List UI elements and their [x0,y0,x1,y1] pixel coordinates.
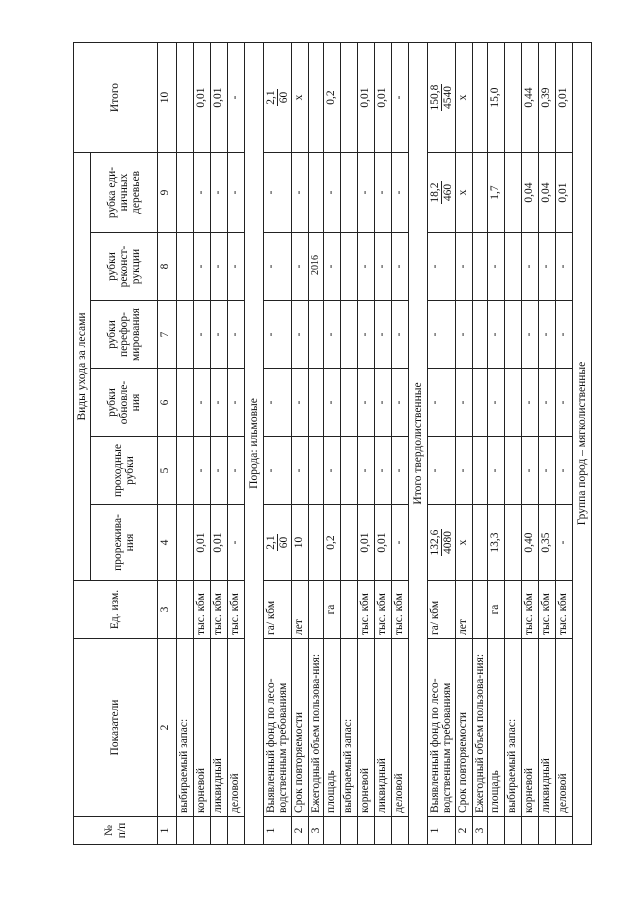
value-cell: - [428,233,456,301]
indicator-cell: выбираемый запас: [177,639,194,817]
care-types-table [73,42,592,845]
value-cell: 0,01 [358,43,375,153]
table-row [522,43,539,845]
value-cell: - [292,301,309,369]
value-cell: - [292,233,309,301]
value-cell: - [324,369,341,437]
table-row [211,43,228,845]
unit-cell: га [488,581,505,639]
indicator-cell: Выявленный фонд по лесо-водственным требованиям [264,639,292,817]
value-cell: - [375,301,392,369]
value-cell: х [456,153,473,233]
value-cell: - [228,153,245,233]
indicator-cell: выбираемый запас: [505,639,522,817]
value-cell: - [324,233,341,301]
value-cell: х [456,505,473,581]
value-cell: - [358,369,375,437]
value-cell: 0,35 [539,505,556,581]
value-cell: - [228,301,245,369]
value-cell: - [228,233,245,301]
value-cell: - [375,233,392,301]
indicator-cell: Срок повторяемости [292,639,309,817]
unit-cell: тыс. кбм [211,581,228,639]
value-cell: 0,04 [522,153,539,233]
indicator-cell: ликвидный [539,639,556,817]
value-cell: - [228,43,245,153]
value-cell: - [539,369,556,437]
value-cell: - [392,505,409,581]
value-cell: 0,01 [556,43,573,153]
indicator-cell: Выявленный фонд по лесо-водственным требованиям [428,639,456,817]
value-cell: - [211,437,228,505]
value-cell: - [211,369,228,437]
value-cell: 0,44 [522,43,539,153]
colnum-3: 3 [158,581,177,639]
value-cell: - [358,301,375,369]
unit-cell: тыс. кбм [522,581,539,639]
table-row [456,43,473,845]
indicator-cell: Ежегодный объем пользова-ния: [309,639,324,817]
value-cell: - [456,369,473,437]
indicator-cell: площадь [488,639,505,817]
value-cell: - [292,153,309,233]
page-number: 2016 [310,255,321,275]
indicator-cell: корневой [194,639,211,817]
unit-cell: тыс. кбм [194,581,211,639]
unit-cell: тыс. кбм [358,581,375,639]
value-cell: 0,01 [211,43,228,153]
value-cell: - [211,233,228,301]
value-cell: - [375,369,392,437]
unit-cell: га [324,581,341,639]
table-row [358,43,375,845]
value-cell: - [264,233,292,301]
table-row [556,43,573,845]
value-cell: - [428,369,456,437]
value-cell: - [358,153,375,233]
value-cell: - [292,437,309,505]
section-title: Итого твердолиственные [409,43,428,845]
column-number-row [158,43,177,845]
value-cell: - [194,301,211,369]
value-cell: - [456,301,473,369]
value-cell: - [522,233,539,301]
colnum-7: 7 [158,301,177,369]
value-cell: - [488,233,505,301]
table-row [194,43,211,845]
colnum-10: 10 [158,43,177,153]
indicator-cell: ликвидный [375,639,392,817]
value-cell: 2,1 60 [264,43,292,153]
unit-cell: тыс. кбм [392,581,409,639]
header-recon: рубки реконст-рукции [91,233,158,301]
header-indicator: Показатели [74,639,158,817]
value-cell: - [194,437,211,505]
table-row [292,43,309,845]
value-cell: - [228,437,245,505]
value-cell: - [194,153,211,233]
value-cell: 0,2 [324,505,341,581]
value-cell: - [264,301,292,369]
value-cell: - [522,301,539,369]
table-row [473,43,488,845]
table-row [177,43,194,845]
unit-cell: га/ кбм [264,581,292,639]
unit-cell: тыс. кбм [556,581,573,639]
header-passing: проходные рубки [91,437,158,505]
row-number: 3 [309,817,324,845]
row-number: 3 [473,817,488,845]
value-cell: - [428,437,456,505]
value-cell: 150,8 4540 [428,43,456,153]
value-cell: 13,3 [488,505,505,581]
value-cell: 0,01 [211,505,228,581]
colnum-8: 8 [158,233,177,301]
rotated-table-container [73,43,589,845]
value-cell: 132,6 4080 [428,505,456,581]
table-row [488,43,505,845]
indicator-cell: ликвидный [211,639,228,817]
value-cell: - [375,153,392,233]
value-cell: - [392,233,409,301]
value-cell: - [539,233,556,301]
value-cell: - [358,233,375,301]
colnum-4: 4 [158,505,177,581]
section-title: Порода: ильмовые [245,43,264,845]
value-cell: х [292,43,309,153]
value-cell: - [358,437,375,505]
colnum-2: 2 [158,639,177,817]
value-cell: - [392,153,409,233]
value-cell: - [539,301,556,369]
value-cell: - [194,233,211,301]
value-cell: - [428,301,456,369]
indicator-cell: корневой [358,639,375,817]
table-row [309,43,324,845]
value-cell: 0,04 [539,153,556,233]
header-total: Итого [74,43,158,153]
row-number: 1 [428,817,456,845]
header-group: Виды ухода за лесами [74,153,91,581]
colnum-6: 6 [158,369,177,437]
section-title: Группа пород – мягколиственные [573,43,592,845]
value-cell: 10 [292,505,309,581]
indicator-cell: деловой [392,639,409,817]
unit-cell: тыс. кбм [539,581,556,639]
value-cell: - [211,301,228,369]
unit-cell: тыс. кбм [375,581,392,639]
value-cell: - [292,369,309,437]
table-row [324,43,341,845]
value-cell: - [456,233,473,301]
value-cell: 0,40 [522,505,539,581]
value-cell: - [556,301,573,369]
value-cell: - [392,301,409,369]
colnum-5: 5 [158,437,177,505]
value-cell: 0,01 [194,505,211,581]
value-cell: 0,01 [358,505,375,581]
value-cell: 0,39 [539,43,556,153]
value-cell: - [556,233,573,301]
value-cell: - [324,437,341,505]
unit-cell: лет [292,581,309,639]
header-renewal: рубки обновле-ния [91,369,158,437]
table-row [428,43,456,845]
unit-cell: лет [456,581,473,639]
value-cell: - [392,369,409,437]
value-cell: - [194,369,211,437]
value-cell: 15,0 [488,43,505,153]
value-cell: - [556,505,573,581]
value-cell: - [324,153,341,233]
indicator-cell: площадь [324,639,341,817]
value-cell: - [456,437,473,505]
value-cell: - [392,43,409,153]
colnum-9: 9 [158,153,177,233]
value-cell: - [556,437,573,505]
table-row [539,43,556,845]
value-cell: - [264,437,292,505]
value-cell: - [211,153,228,233]
table-row [341,43,358,845]
value-cell: - [264,369,292,437]
value-cell: 0,01 [556,153,573,233]
value-cell: - [264,153,292,233]
table-row [375,43,392,845]
value-cell: - [228,505,245,581]
unit-cell: тыс. кбм [228,581,245,639]
value-cell: - [324,301,341,369]
value-cell: 2,1 60 [264,505,292,581]
table-row [505,43,522,845]
value-cell: - [539,437,556,505]
header-num: № п/п [74,817,158,845]
value-cell: 0,01 [375,505,392,581]
indicator-cell: выбираемый запас: [341,639,358,817]
value-cell: - [228,369,245,437]
indicator-cell: деловой [556,639,573,817]
table-row [392,43,409,845]
value-cell: 0,2 [324,43,341,153]
table-row [228,43,245,845]
value-cell: - [522,437,539,505]
indicator-cell: Ежегодный объем пользова-ния: [473,639,488,817]
value-cell: - [392,437,409,505]
value-cell: 0,01 [194,43,211,153]
header-unit: Ед. изм. [74,581,158,639]
value-cell: - [556,369,573,437]
row-number: 1 [264,817,292,845]
value-cell: х [456,43,473,153]
indicator-cell: корневой [522,639,539,817]
indicator-cell: деловой [228,639,245,817]
value-cell: 0,01 [375,43,392,153]
value-cell: - [488,301,505,369]
value-cell: - [522,369,539,437]
header-thinning: прорежива-ния [91,505,158,581]
unit-cell: га/ кбм [428,581,456,639]
header-reform: рубки перефор-мирования [91,301,158,369]
indicator-cell: Срок повторяемости [456,639,473,817]
colnum-1: 1 [158,817,177,845]
value-cell: - [488,369,505,437]
table-row [264,43,292,845]
row-number: 2 [456,817,473,845]
value-cell: - [488,437,505,505]
value-cell: - [375,437,392,505]
header-single: рубка еди-ничных деревьев [91,153,158,233]
value-cell: 1,7 [488,153,505,233]
row-number: 2 [292,817,309,845]
value-cell: 18,2 460 [428,153,456,233]
